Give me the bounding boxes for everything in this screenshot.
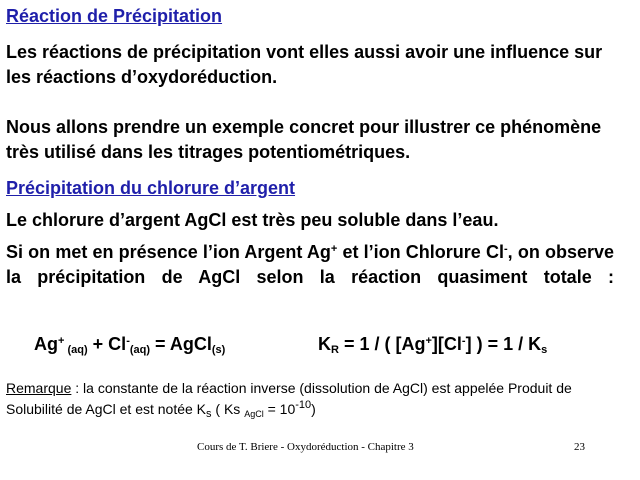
remark-text-1: : la constante de la réaction inverse (dissolution de AgCl) est appelée Produit de Solubilité de AgCl et est notée K (6, 380, 572, 417)
remark-paragraph (6, 378, 626, 420)
example-paragraph: Nous allons prendre un exemple concret pour illustrer ce phénomène très utilisé dans les titrages potentiométriques. (6, 117, 602, 162)
eq-ag-state: (aq) (64, 344, 88, 356)
eq-cl-state: (aq) (129, 344, 151, 356)
cl-charge: - (503, 243, 508, 255)
kr-cl-charge: - (461, 335, 466, 347)
footer-course: Cours de T. Briere - Oxydoréduction - Chapitre 3 (197, 441, 414, 453)
ks-subscript: s (541, 344, 548, 356)
ag-charge: + (330, 243, 338, 255)
kr-text-2: ][Cl (431, 334, 462, 354)
kr-ag-charge: + (425, 335, 432, 347)
reaction-text-3: , on observe la précipitation de AgCl selon la réaction quasiment totale : (6, 242, 615, 287)
solubility-sentence: Le chlorure d’argent AgCl est très peu soluble dans l’eau. (6, 210, 499, 230)
page-number: 23 (574, 441, 585, 453)
remark-text-2: ( Ks (211, 401, 245, 417)
section-subtitle: Précipitation du chlorure d’argent (6, 178, 296, 198)
reaction-text-2: et l’ion Chlorure Cl (337, 242, 504, 262)
kr-subscript: R (331, 344, 339, 356)
eq-cl-charge: - (126, 335, 130, 347)
kr-text-1: = 1 / ( [Ag (338, 334, 426, 354)
remark-sub-s: s (206, 408, 212, 420)
remark-exponent: -10 (295, 399, 312, 411)
remark-text-4: ) (311, 401, 316, 417)
slide-title: Réaction de Précipitation (6, 6, 223, 26)
reaction-text-1: Si on met en présence l’ion Argent Ag (6, 242, 331, 262)
kr-text-3: ] ) = 1 / K (465, 334, 542, 354)
eq-product: = AgCl (150, 334, 212, 354)
precipitation-equation (34, 334, 225, 355)
remark-label: Remarque (6, 380, 72, 396)
equilibrium-constant (318, 334, 547, 355)
remark-text-3: = 10 (263, 401, 296, 417)
eq-ag: Ag (34, 334, 58, 354)
remark-sub-agcl: AgCl (244, 409, 264, 419)
eq-cl: + Cl (87, 334, 127, 354)
eq-ag-charge: + (58, 335, 65, 347)
reaction-paragraph (6, 240, 614, 290)
eq-product-state: (s) (211, 344, 226, 356)
kr-symbol: K (318, 334, 331, 354)
intro-paragraph: Les réactions de précipitation vont elles aussi avoir une influence sur les réactions d’oxydoréduction. (6, 42, 603, 87)
